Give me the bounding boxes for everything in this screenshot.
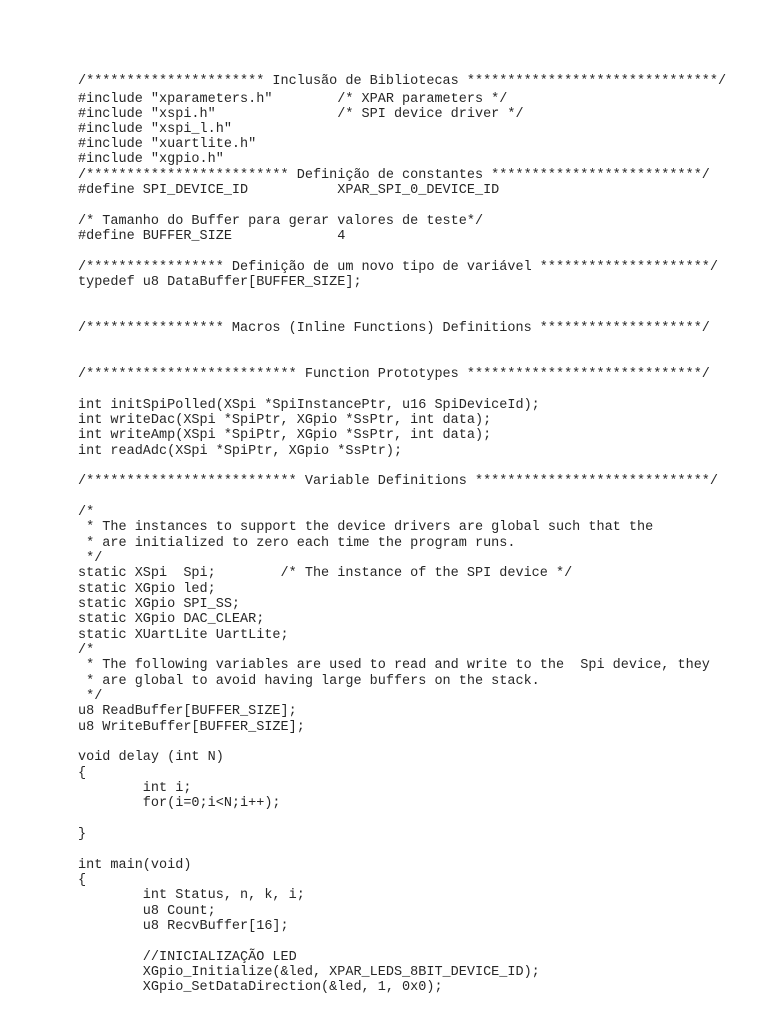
code-line: /***************** Macros (Inline Functions) Definitions ********************/ [78,321,710,336]
code-line: static XSpi Spi; /* The instance of the SPI device */ [78,566,573,581]
code-line: * are initialized to zero each time the program runs. [78,536,516,551]
code-line: #include "xuartlite.h" [78,137,257,152]
code-line: u8 WriteBuffer[BUFFER_SIZE]; [78,720,305,735]
code-line: #include "xparameters.h" /* XPAR parameters */ [78,92,508,107]
code-line: #define SPI_DEVICE_ID XPAR_SPI_0_DEVICE_ID [78,183,500,198]
code-line: u8 ReadBuffer[BUFFER_SIZE]; [78,704,297,719]
code-line: #include "xspi.h" /* SPI device driver */ [78,107,524,122]
code-line: #include "xspi_l.h" [78,122,232,137]
code-line: static XUartLite UartLite; [78,628,289,643]
code-line: u8 RecvBuffer[16]; [78,919,289,934]
code-line: #include "xgpio.h" [78,152,224,167]
code-line: /********************** Inclusão de Bibliotecas *******************************/ [78,74,727,89]
code-line: { [78,873,87,888]
code-line: * The instances to support the device drivers are global such that the [78,520,654,535]
code-line: */ [78,689,103,704]
code-line: /* [78,643,95,658]
code-line: //INICIALIZAÇÃO LED [78,950,297,965]
code-line: int initSpiPolled(XSpi *SpiInstancePtr, u16 SpiDeviceId); [78,398,540,413]
code-line: */ [78,551,103,566]
code-line: /* Tamanho do Buffer para gerar valores de teste*/ [78,214,484,229]
code-line: typedef u8 DataBuffer[BUFFER_SIZE]; [78,275,362,290]
code-line: /* [78,505,95,520]
code-line: int i; [78,781,192,796]
code-line: static XGpio led; [78,582,216,597]
code-line: XGpio_SetDataDirection(&led, 1, 0x0); [78,980,443,995]
code-line: static XGpio SPI_SS; [78,597,241,612]
code-line: for(i=0;i<N;i++); [78,796,281,811]
code-line: } [78,827,87,842]
code-line: int writeDac(XSpi *SpiPtr, XGpio *SsPtr, int data); [78,413,492,428]
code-line: int Status, n, k, i; [78,888,305,903]
code-line: * are global to avoid having large buffers on the stack. [78,674,540,689]
code-line: u8 Count; [78,904,216,919]
code-line: void delay (int N) [78,750,224,765]
code-line: /***************** Definição de um novo tipo de variável *********************/ [78,260,719,275]
code-line: int main(void) [78,858,192,873]
code-line: #define BUFFER_SIZE 4 [78,229,346,244]
code-line: /************************* Definição de constantes **************************/ [78,168,710,183]
code-line: /************************** Function Prototypes *****************************/ [78,367,710,382]
code-line: { [78,766,87,781]
code-line: int writeAmp(XSpi *SpiPtr, XGpio *SsPtr, int data); [78,428,492,443]
code-line: int readAdc(XSpi *SpiPtr, XGpio *SsPtr); [78,444,403,459]
code-line: * The following variables are used to read and write to the Spi device, they [78,658,710,673]
code-line: /************************** Variable Definitions *****************************/ [78,474,719,489]
code-line: XGpio_Initialize(&led, XPAR_LEDS_8BIT_DEVICE_ID); [78,965,540,980]
code-line: static XGpio DAC_CLEAR; [78,612,265,627]
